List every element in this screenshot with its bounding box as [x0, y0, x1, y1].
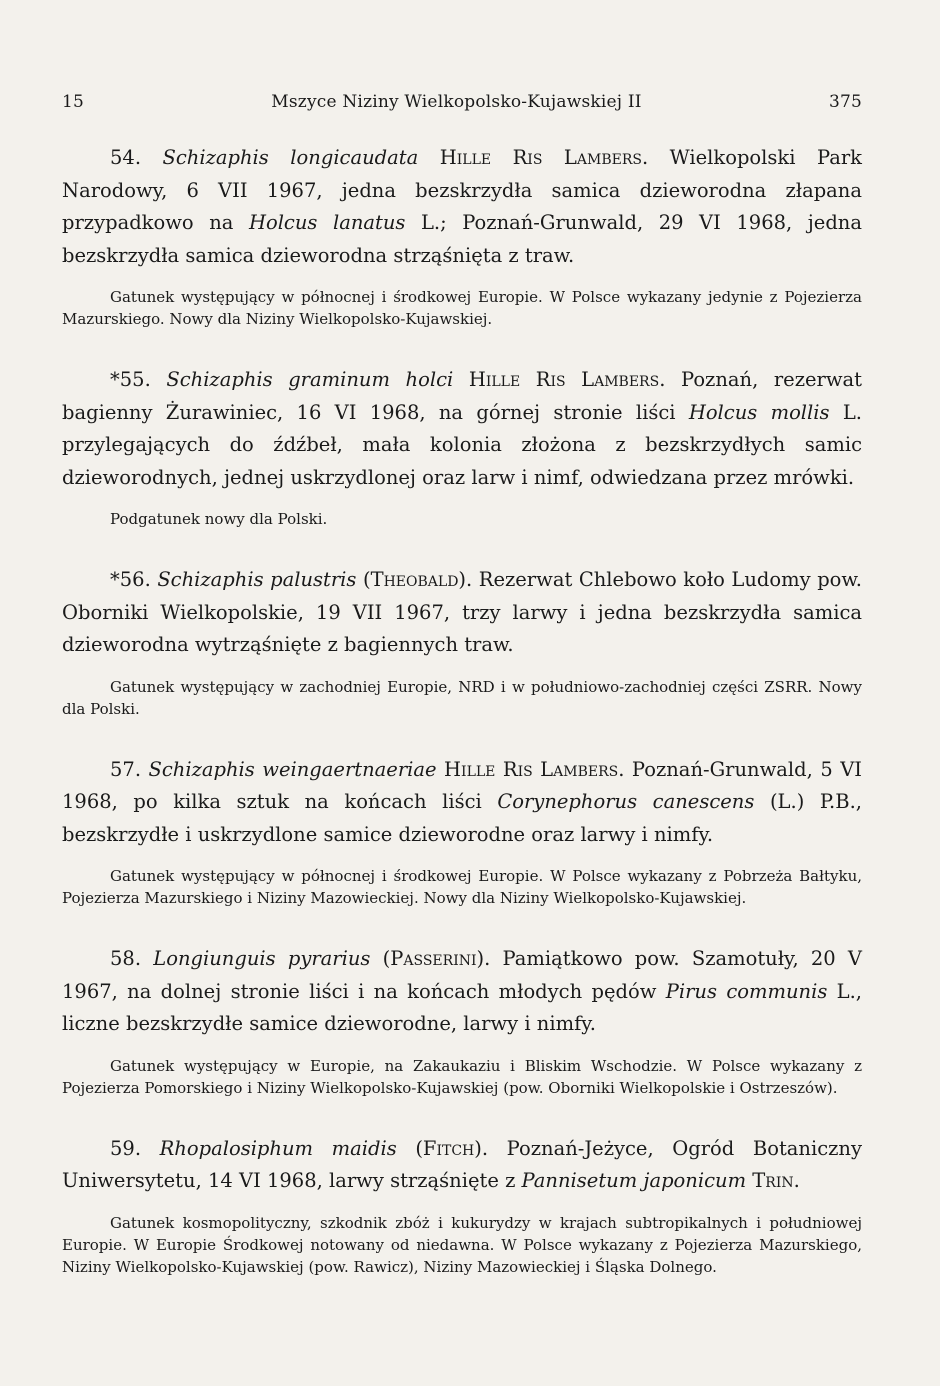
host-plant: Pirus communis [665, 979, 828, 1003]
species-entry [62, 943, 862, 1041]
species-name: Schizaphis palustris [157, 568, 357, 591]
entry-text: Rezerwat Chlebowo koło Ludomy pow. Oborniki Wielkopolskie, 19 VII 1967, trzy larwy i jedna bezskrzydła samica dzieworodna wytrząśnięte z bagiennych traw. [62, 568, 863, 656]
host-plant: Pannisetum japonicum [521, 1169, 747, 1192]
host-plant: Corynephorus canescens [497, 790, 755, 813]
entry-number: 59. [110, 1136, 142, 1160]
entry-note: Gatunek występujący w północnej i środkowej Europie. W Polsce wykazany jedynie z Pojezierza Mazurskiego. Nowy dla Niziny Wielkopolsko-Kujawskiej. [62, 288, 862, 328]
entry-note: Podgatunek nowy dla Polski. [110, 510, 328, 528]
species-author: Hille Ris Lambers. [444, 757, 625, 781]
entry-number: 54. [110, 146, 142, 169]
entry-note: Gatunek występujący w północnej i środkowej Europie. W Polsce wykazany z Pobrzeża Bałtyku, Pojezierza Mazurskiego i Niziny Mazowieckiej. Nowy dla Niziny Wielkopolsko-Kujawskiej. [62, 867, 862, 907]
species-entry [62, 142, 862, 272]
running-title: Mszyce Niziny Wielkopolsko-Kujawskiej II [271, 92, 642, 112]
entry-text-continued: Trin. [746, 1169, 800, 1192]
species-entry [62, 754, 862, 852]
page-number: 375 [828, 92, 862, 112]
entry-text-continued: L.; Poznań-Grunwald, 29 VI 1968, jedna bezskrzydła samica dzieworodna strząśnięta z traw. [62, 211, 862, 267]
host-plant: Holcus mollis [688, 400, 830, 424]
entry-note: Gatunek występujący w Europie, na Zakaukaziu i Bliskim Wschodzie. W Polsce wykazany z Pojezierza Pomorskiego i Niziny Wielkopolsko-Kujawskiej (pow. Oborniki Wielkopolskie i Ostrzeszów). [62, 1056, 862, 1097]
header-left-number: 15 [62, 92, 85, 112]
species-author: Hille Ris Lambers. [468, 368, 666, 391]
entry-text: Poznań-Jeżyce, Ogród Botaniczny Uniwersytetu, 14 VI 1968, larwy strząśnięte z [62, 1136, 862, 1192]
species-entry [62, 1133, 862, 1198]
species-entry [62, 564, 862, 662]
entry-text-continued: (L.) P.B., bezskrzydłe i uskrzydlone samice dzieworodne oraz larwy i nimfy. [62, 790, 862, 846]
entry-number: 58. [110, 947, 142, 970]
species-author: Hille Ris Lambers. [439, 146, 649, 169]
entry-note: Gatunek występujący w zachodniej Europie, NRD i w południowo-zachodniej części ZSRR. Nowy dla Polski. [62, 677, 862, 718]
entry-text-continued: L., liczne bezskrzydłe samice dzieworodne, larwy i nimfy. [62, 979, 862, 1035]
species-name: Schizaphis graminum holci [166, 368, 454, 391]
entry-note: Gatunek kosmopolityczny, szkodnik zbóż i kukurydzy w krajach subtropikalnych i południowej Europie. W Europie Środkowej notowany od niedawna. W Polsce wykazany z Pojezierza Mazurskiego, Niziny Wielkopolsko-Kujawskiej (pow. Rawicz), Niziny Mazowieckiej i Śląska Dolnego. [62, 1213, 862, 1276]
entry-number: *55. [110, 368, 151, 391]
species-name: Longiunguis pyrarius [153, 947, 371, 970]
species-author: (Passerini). [382, 947, 491, 970]
species-author: (Theobald). [362, 568, 473, 591]
entry-text: Pamiątkowo pow. Szamotuły, 20 V 1967, na dolnej stronie liści i na końcach młodych pędów [62, 947, 863, 1003]
species-name: Schizaphis weingaertnaeriae [148, 757, 437, 781]
entry-text: Poznań, rezerwat bagienny Żurawiniec, 16 VI 1968, na górnej stronie liści [62, 368, 863, 424]
species-name: Schizaphis longicaudata [162, 146, 419, 169]
entry-text-continued: L. przylegających do źdźbeł, mała kolonia złożona z bezskrzydłych samic dzieworodnych, jednej uskrzydlonej oraz larw i nimf, odwiedzana przez mrówki. [62, 400, 862, 489]
species-name: Rhopalosiphum maidis [159, 1136, 397, 1160]
host-plant: Holcus lanatus [248, 211, 406, 234]
entry-text: Wielkopolski Park Narodowy, 6 VII 1967, jedna bezskrzydła samica dzieworodna złapana przypadkowo na [62, 146, 862, 234]
page-header [62, 92, 862, 112]
entry-number: 57. [110, 757, 142, 781]
species-author: (Fitch). [415, 1136, 489, 1160]
entry-text: Poznań-Grunwald, 5 VI 1968, po kilka sztuk na końcach liści [62, 757, 863, 813]
entry-number: *56. [110, 568, 151, 591]
species-entry [62, 364, 862, 494]
